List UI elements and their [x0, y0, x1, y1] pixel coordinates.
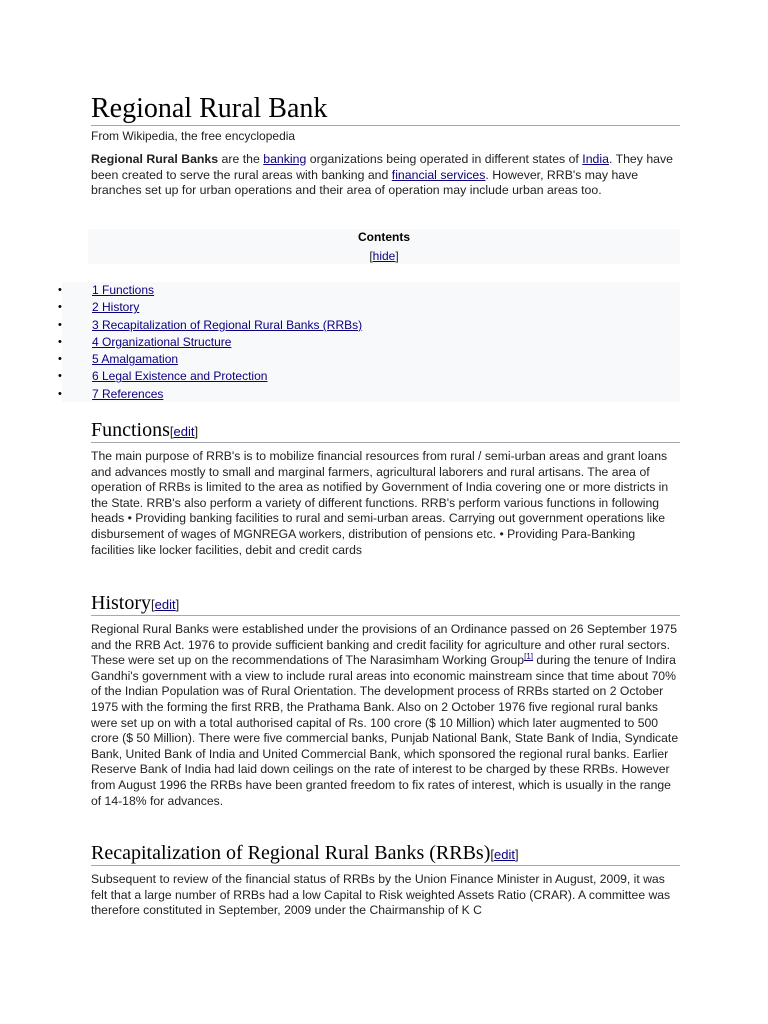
toc-hide-link[interactable]: hide [372, 249, 396, 263]
intro-text-1: are the [218, 152, 264, 166]
toc-header [88, 229, 680, 264]
heading-history-text: History [91, 592, 151, 614]
bullet-icon: • [58, 353, 62, 366]
toc-hide-toggle [88, 249, 680, 264]
edit-link-recapitalization[interactable]: edit [494, 847, 515, 862]
edit-link-history[interactable]: edit [154, 597, 176, 612]
toc-item [58, 368, 680, 385]
edit-section-functions [170, 424, 198, 439]
toc-link-legal-existence[interactable]: 6 Legal Existence and Protection [92, 369, 268, 384]
link-india[interactable]: India [582, 152, 609, 166]
heading-functions-text: Functions [91, 419, 170, 441]
toc-bracket-open: [ [369, 249, 373, 263]
edit-section-recapitalization [490, 847, 518, 862]
bullet-icon: • [58, 301, 62, 314]
history-text-2: during the tenure of Indira Gandhi's government with a view to include rural areas into economic mainstream since that time about 70% of the Indian Population was of Rural Orientation. The development process of RRBs started on 2 October 1975 with the forming the first RRB, the Prathama Bank. Also on 2 October 1976 five regional rural banks were set up on with a total authorised capital of Rs. 100 crore ($ 10 Million) which later augmented to 500 crore ($ 50 Million). There were five commercial banks, Punjab National Bank, State Bank of India, Syndicate Bank, United Bank of India and United Commercial Bank, which sponsored the regional rural banks. Earlier Reserve Bank of India had laid down ceilings on the rate of interest to be charged by these RRBs. However from August 1996 the RRBs have been granted freedom to fix rates of interest, which is usually in the range of 14-18% for advances. [91, 653, 679, 808]
functions-paragraph: The main purpose of RRB's is to mobilize financial resources from rural / semi-urban areas and grant loans and advances mostly to small and marginal farmers, agricultural laborers and rural artisans. The area of operation of RRBs is limited to the area as notified by Government of India covering one or more districts in the State. RRB's also perform a variety of different functions. RRB's perform various functions in following heads • Providing banking facilities to rural and semi-urban areas. Carrying out government operations like disbursement of wages of MGNREGA workers, distribution of pensions etc. • Providing Para-Banking facilities like locker facilities, debit and credit cards [91, 449, 669, 557]
edit-bracket-close: ] [514, 847, 519, 862]
bullet-icon: • [58, 284, 62, 296]
bullet-icon: • [58, 370, 62, 383]
toc-link-references[interactable]: 7 References [92, 386, 164, 401]
edit-bracket-close: ] [175, 597, 180, 612]
intro-text-2: organizations being operated in different states of [306, 152, 583, 166]
edit-bracket-open: [ [169, 424, 174, 439]
bullet-icon: • [58, 318, 62, 331]
toc-link-history[interactable]: 2 History [92, 300, 140, 315]
toc-item [58, 317, 680, 334]
intro-text-3: . They have been created to serve the rural areas with banking and [91, 152, 673, 182]
page-title: Regional Rural Bank [91, 92, 680, 126]
toc-item [58, 386, 680, 403]
heading-recapitalization [91, 841, 680, 866]
toc-link-functions[interactable]: 1 Functions [92, 283, 155, 297]
heading-functions [91, 418, 680, 443]
bullet-icon: • [58, 335, 62, 348]
toc-title: Contents [358, 230, 410, 244]
toc-item [58, 282, 680, 299]
toc-link-recapitalization[interactable]: 3 Recapitalization of Regional Rural Banks (RRBs) [92, 317, 363, 332]
toc-link-amalgamation[interactable]: 5 Amalgamation [92, 352, 179, 367]
toc-item [58, 299, 680, 316]
intro-bold-term: Regional Rural Banks [91, 152, 219, 166]
tagline: From Wikipedia, the free encyclopedia [91, 129, 296, 143]
heading-history [91, 591, 680, 616]
toc-list [58, 282, 680, 402]
heading-recapitalization-text: Recapitalization of Regional Rural Banks (RRBs) [91, 842, 491, 864]
bullet-icon: • [58, 387, 62, 400]
history-text-1: Regional Rural Banks were established under the provisions of an Ordinance passed on 26 September 1975 and the RRB Act. 1976 to provide sufficient banking and credit facility for agriculture and other rural sectors. These were set up on the recommendations of The Narasimham Working Group [91, 622, 678, 668]
intro-text-4: . However, RRB's may have branches set up for urban operations and their area of operation may include urban areas too. [91, 167, 639, 197]
recapitalization-paragraph: Subsequent to review of the financial status of RRBs by the Union Finance Minister in August, 2009, it was felt that a large number of RRBs had a low Capital to Risk weighted Assets Ratio (CRAR). A committee was therefore constituted in September, 2009 under the Chairmanship of K C [91, 872, 671, 918]
toc-link-organizational-structure[interactable]: 4 Organizational Structure [92, 334, 232, 349]
link-banking[interactable]: banking [263, 152, 307, 166]
toc-item [58, 351, 680, 368]
edit-section-history [151, 597, 179, 612]
edit-bracket-open: [ [490, 847, 494, 862]
toc-item [58, 334, 680, 351]
edit-bracket-close: ] [194, 424, 199, 439]
link-financial-services[interactable]: financial services [391, 167, 486, 182]
intro-paragraph [91, 152, 680, 199]
history-paragraph [91, 622, 680, 809]
edit-link-functions[interactable]: edit [173, 424, 195, 439]
toc-bracket-close: ] [395, 249, 399, 263]
reference-link-1[interactable]: [1] [524, 652, 533, 662]
edit-bracket-open: [ [151, 597, 155, 612]
